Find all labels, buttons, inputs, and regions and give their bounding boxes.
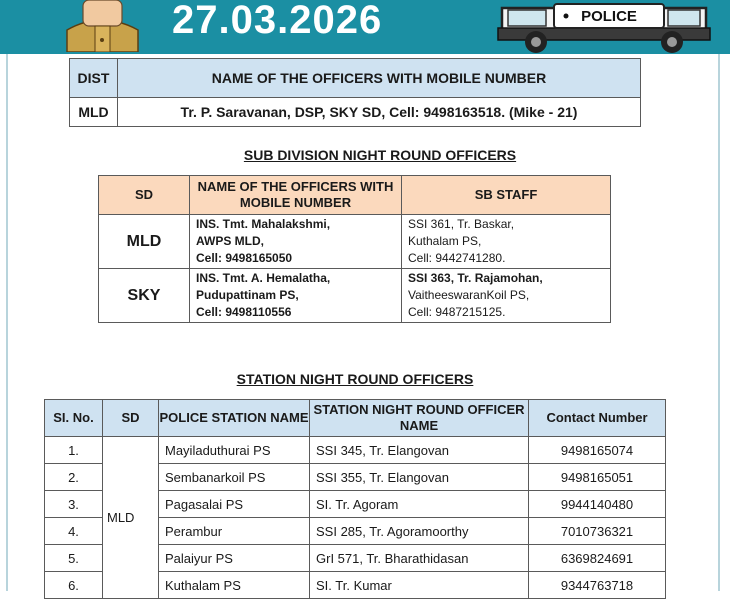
sb-line: Kuthalam PS, bbox=[408, 234, 482, 248]
officer-line: INS. Tmt. A. Hemalatha, bbox=[196, 271, 331, 285]
officer-line: Cell: 9498110556 bbox=[196, 305, 292, 319]
si-no-cell: 3. bbox=[45, 491, 103, 518]
contact-header: Contact Number bbox=[529, 400, 666, 437]
table-row bbox=[45, 437, 666, 464]
sb-line: SSI 361, Tr. Baskar, bbox=[408, 217, 515, 231]
sd-officer-cell bbox=[190, 215, 402, 269]
sd-officer-header: NAME OF THE OFFICERS WITH MOBILE NUMBER bbox=[190, 176, 402, 215]
sd-header: SD bbox=[99, 176, 190, 215]
ps-name-header: POLICE STATION NAME bbox=[159, 400, 310, 437]
officer-name-cell: GrI 571, Tr. Bharathidasan bbox=[310, 545, 529, 572]
contact-cell: 9344763718 bbox=[529, 572, 666, 599]
sd-header: SD bbox=[103, 400, 159, 437]
contact-cell: 9498165051 bbox=[529, 464, 666, 491]
sb-staff-header: SB STAFF bbox=[402, 176, 611, 215]
si-no-cell: 1. bbox=[45, 437, 103, 464]
page-border-right bbox=[718, 54, 720, 591]
officer-line: AWPS MLD, bbox=[196, 234, 264, 248]
ps-name-cell: Palaiyur PS bbox=[159, 545, 310, 572]
police-jeep-illustration bbox=[496, 0, 712, 54]
officer-name-cell: SI. Tr. Kumar bbox=[310, 572, 529, 599]
officer-name-cell: SSI 355, Tr. Elangovan bbox=[310, 464, 529, 491]
officer-name-cell: SI. Tr. Agoram bbox=[310, 491, 529, 518]
table-row bbox=[99, 215, 611, 269]
sb-staff-cell bbox=[402, 215, 611, 269]
subdivision-table bbox=[98, 175, 611, 323]
sd-officer-cell bbox=[190, 269, 402, 323]
subdivision-title: SUB DIVISION NIGHT ROUND OFFICERS bbox=[243, 147, 517, 163]
station-table bbox=[44, 399, 666, 599]
dist-cell: MLD bbox=[70, 98, 118, 127]
si-no-header: SI. No. bbox=[45, 400, 103, 437]
sb-line: VaitheeswaranKoil PS, bbox=[408, 288, 530, 302]
si-no-cell: 6. bbox=[45, 572, 103, 599]
officer-name-cell: SSI 285, Tr. Agoramoorthy bbox=[310, 518, 529, 545]
officer-header: NAME OF THE OFFICERS WITH MOBILE NUMBER bbox=[118, 59, 641, 98]
ps-name-cell: Pagasalai PS bbox=[159, 491, 310, 518]
ps-name-cell: Perambur bbox=[159, 518, 310, 545]
district-officer-table bbox=[69, 58, 641, 127]
sb-line: SSI 363, Tr. Rajamohan, bbox=[408, 271, 543, 285]
officer-name-header: STATION NIGHT ROUND OFFICER NAME bbox=[310, 400, 529, 437]
sb-staff-cell bbox=[402, 269, 611, 323]
sd-group-cell: MLD bbox=[103, 437, 159, 599]
officer-line: INS. Tmt. Mahalakshmi, bbox=[196, 217, 331, 231]
ps-name-cell: Mayiladuthurai PS bbox=[159, 437, 310, 464]
table-row bbox=[99, 269, 611, 323]
officer-line: Cell: 9498165050 bbox=[196, 251, 293, 265]
ps-name-cell: Kuthalam PS bbox=[159, 572, 310, 599]
report-date: 27.03.2026 bbox=[172, 0, 383, 42]
si-no-cell: 4. bbox=[45, 518, 103, 545]
officer-cell: Tr. P. Saravanan, DSP, SKY SD, Cell: 9498163518. (Mike - 21) bbox=[118, 98, 641, 127]
si-no-cell: 5. bbox=[45, 545, 103, 572]
dist-header: DIST bbox=[70, 59, 118, 98]
contact-cell: 6369824691 bbox=[529, 545, 666, 572]
police-label: POLICE bbox=[581, 8, 637, 25]
police-officer-illustration bbox=[55, 0, 150, 52]
contact-cell: 7010736321 bbox=[529, 518, 666, 545]
officer-line: Pudupattinam PS, bbox=[196, 288, 299, 302]
contact-cell: 9498165074 bbox=[529, 437, 666, 464]
sd-cell: MLD bbox=[99, 215, 190, 269]
ps-name-cell: Sembanarkoil PS bbox=[159, 464, 310, 491]
page-border-left bbox=[6, 54, 8, 591]
sd-cell: SKY bbox=[99, 269, 190, 323]
sb-line: Cell: 9442741280. bbox=[408, 251, 506, 265]
si-no-cell: 2. bbox=[45, 464, 103, 491]
station-title: STATION NIGHT ROUND OFFICERS bbox=[236, 371, 474, 387]
sb-line: Cell: 9487215125. bbox=[408, 305, 506, 319]
officer-name-cell: SSI 345, Tr. Elangovan bbox=[310, 437, 529, 464]
contact-cell: 9944140480 bbox=[529, 491, 666, 518]
